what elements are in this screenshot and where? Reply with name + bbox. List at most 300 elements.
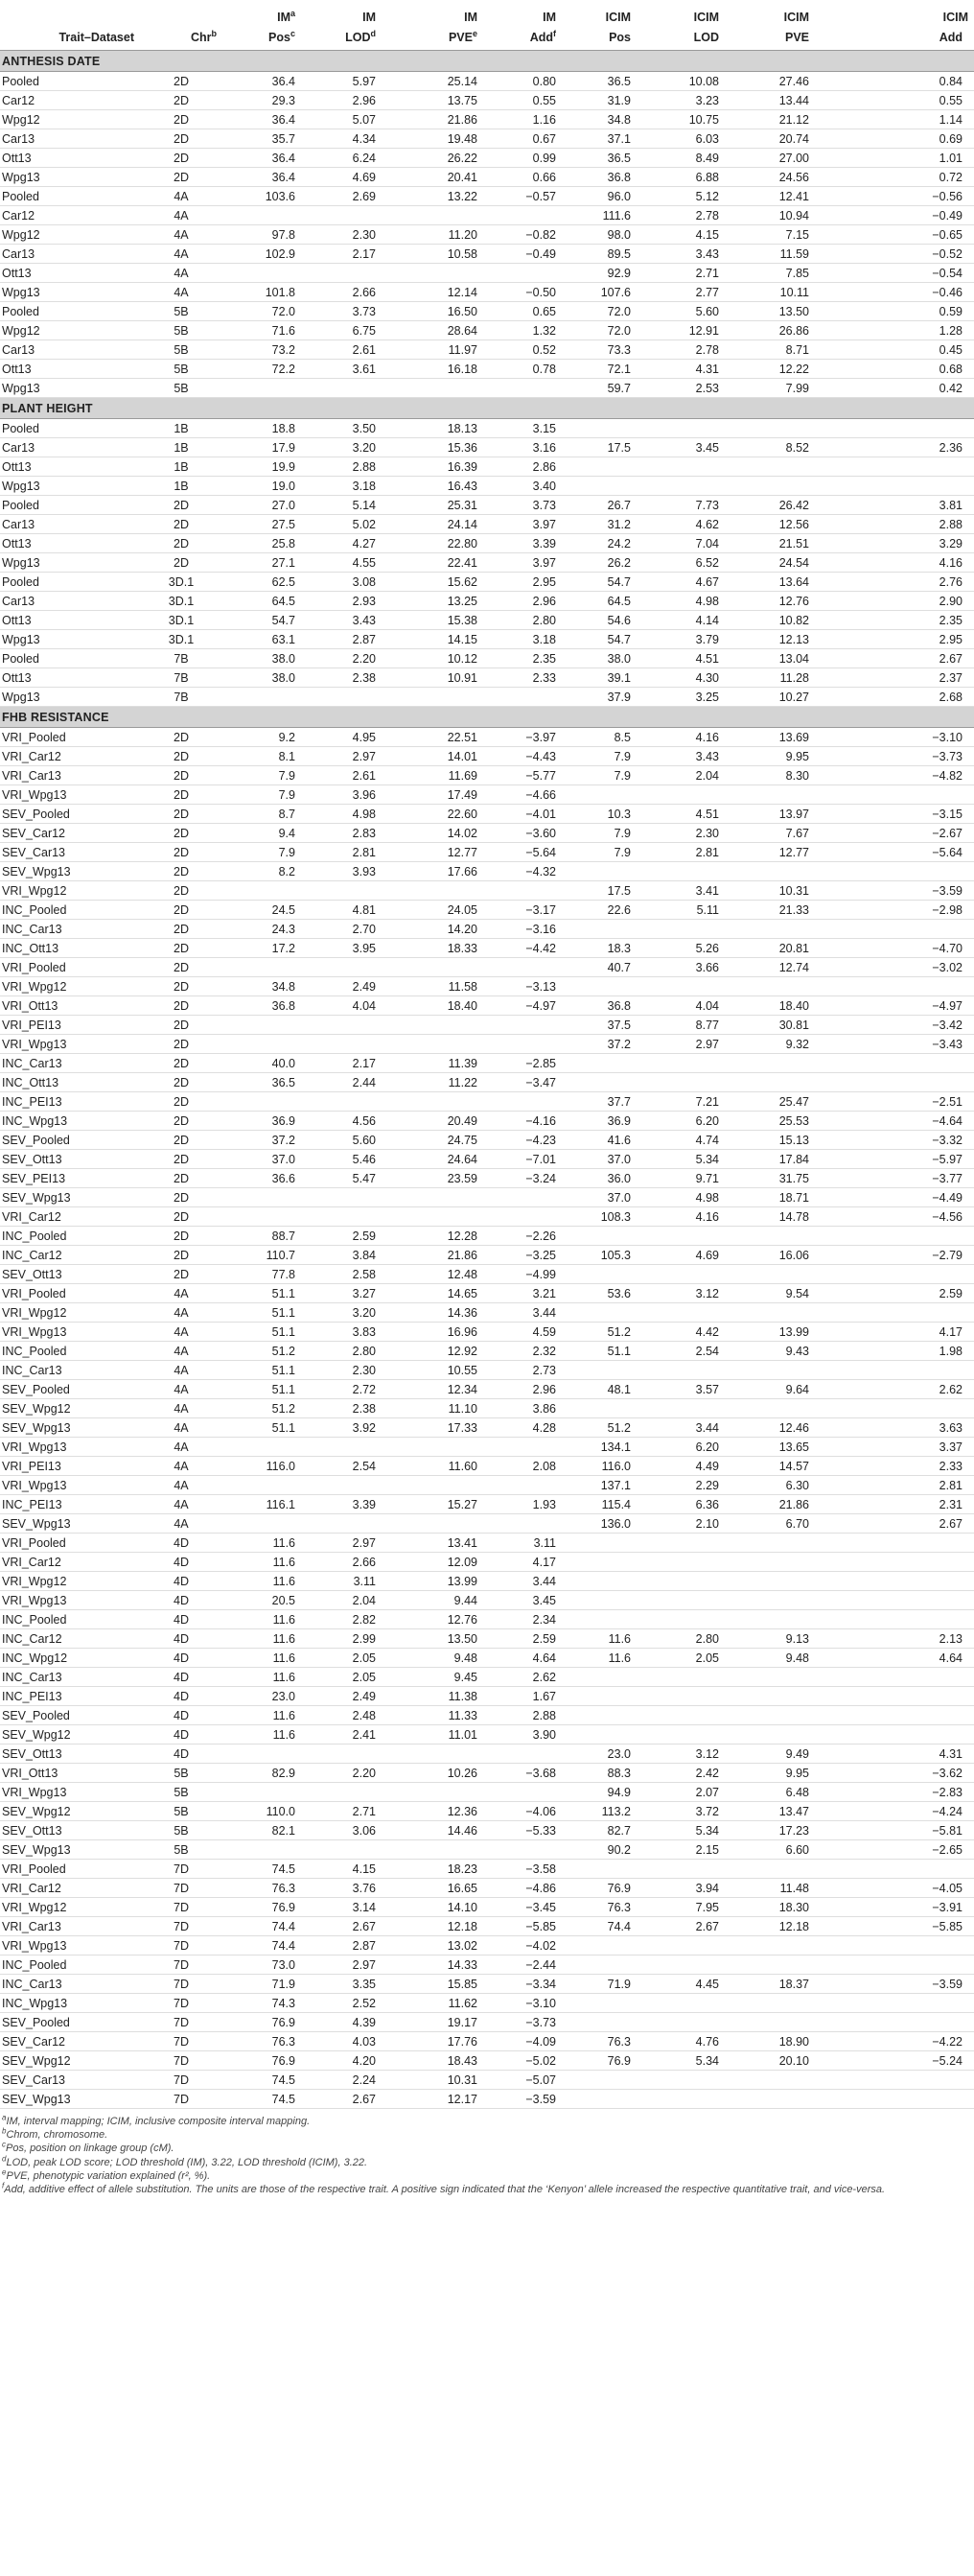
cell-trait-dataset: Wpg13 bbox=[0, 168, 140, 187]
cell-icim-pos: 134.1 bbox=[562, 1438, 637, 1457]
table-row bbox=[0, 1073, 974, 1092]
cell-icim-lod: 2.80 bbox=[637, 1629, 725, 1649]
cell-icim-lod bbox=[637, 862, 725, 881]
cell-im-lod bbox=[301, 1035, 382, 1054]
cell-icim-pos: 18.3 bbox=[562, 939, 637, 958]
cell-icim-pos: 137.1 bbox=[562, 1476, 637, 1495]
cell-trait-dataset: VRI_Wpg13 bbox=[0, 1323, 140, 1342]
cell-trait-dataset: Wpg12 bbox=[0, 110, 140, 129]
cell-chr: 4A bbox=[140, 187, 222, 206]
cell-icim-pos: 37.1 bbox=[562, 129, 637, 149]
cell-chr: 2D bbox=[140, 824, 222, 843]
cell-trait-dataset: Ott13 bbox=[0, 457, 140, 477]
cell-icim-lod: 4.04 bbox=[637, 996, 725, 1016]
cell-trait-dataset: Car12 bbox=[0, 206, 140, 225]
cell-icim-add bbox=[815, 1227, 974, 1246]
cell-im-lod: 4.98 bbox=[301, 805, 382, 824]
footnote-text: PVE, phenotypic variation explained (r², %). bbox=[6, 2169, 211, 2182]
cell-chr: 2D bbox=[140, 91, 222, 110]
cell-icim-add bbox=[815, 1572, 974, 1591]
cell-im-add: 2.96 bbox=[483, 1380, 562, 1399]
cell-trait-dataset: VRI_Car13 bbox=[0, 1917, 140, 1936]
header-icim: ICIM bbox=[605, 11, 631, 24]
cell-im-add: 4.28 bbox=[483, 1418, 562, 1438]
cell-icim-lod: 2.78 bbox=[637, 206, 725, 225]
cell-icim-pve: 17.23 bbox=[725, 1821, 815, 1840]
cell-chr: 4A bbox=[140, 264, 222, 283]
cell-chr: 2D bbox=[140, 1188, 222, 1207]
cell-im-add bbox=[483, 1188, 562, 1207]
cell-trait-dataset: VRI_Ott13 bbox=[0, 1764, 140, 1783]
cell-im-add: 1.16 bbox=[483, 110, 562, 129]
cell-icim-pve: 12.46 bbox=[725, 1418, 815, 1438]
cell-icim-lod: 5.34 bbox=[637, 1821, 725, 1840]
cell-icim-add: 2.68 bbox=[815, 688, 974, 707]
header-icim-pos: Pos bbox=[562, 24, 637, 51]
cell-im-lod: 5.97 bbox=[301, 72, 382, 91]
cell-icim-pve: 10.82 bbox=[725, 611, 815, 630]
cell-icim-lod: 4.51 bbox=[637, 805, 725, 824]
table-row bbox=[0, 1514, 974, 1534]
table-row bbox=[0, 1418, 974, 1438]
cell-icim-pos: 36.0 bbox=[562, 1169, 637, 1188]
cell-im-lod: 2.59 bbox=[301, 1227, 382, 1246]
table-row bbox=[0, 379, 974, 398]
cell-im-pos: 88.7 bbox=[222, 1227, 301, 1246]
header-icim-add: Add bbox=[815, 24, 974, 51]
table-row bbox=[0, 283, 974, 302]
cell-icim-pve: 9.95 bbox=[725, 1764, 815, 1783]
cell-icim-pos: 8.5 bbox=[562, 728, 637, 747]
cell-im-lod: 2.72 bbox=[301, 1380, 382, 1399]
cell-im-lod bbox=[301, 1514, 382, 1534]
cell-trait-dataset: SEV_Wpg13 bbox=[0, 862, 140, 881]
cell-trait-dataset: SEV_Wpg13 bbox=[0, 1418, 140, 1438]
table-row bbox=[0, 881, 974, 901]
cell-icim-add: −2.98 bbox=[815, 901, 974, 920]
cell-im-pos: 36.5 bbox=[222, 1073, 301, 1092]
cell-im-add: 1.67 bbox=[483, 1687, 562, 1706]
cell-im-lod: 2.20 bbox=[301, 1764, 382, 1783]
cell-im-add: −3.16 bbox=[483, 920, 562, 939]
cell-im-add: 0.67 bbox=[483, 129, 562, 149]
cell-im-pve: 12.48 bbox=[382, 1265, 483, 1284]
cell-im-pos: 62.5 bbox=[222, 573, 301, 592]
footnotes bbox=[0, 2109, 974, 2196]
cell-icim-lod: 3.44 bbox=[637, 1418, 725, 1438]
table-row bbox=[0, 1399, 974, 1418]
cell-im-lod: 2.17 bbox=[301, 245, 382, 264]
cell-im-pos: 7.9 bbox=[222, 785, 301, 805]
cell-trait-dataset: SEV_Pooled bbox=[0, 805, 140, 824]
cell-im-add: −5.07 bbox=[483, 2071, 562, 2090]
cell-chr: 1B bbox=[140, 419, 222, 438]
cell-icim-pos: 64.5 bbox=[562, 592, 637, 611]
cell-im-pve bbox=[382, 1438, 483, 1457]
cell-icim-add: −3.73 bbox=[815, 747, 974, 766]
cell-im-lod: 2.97 bbox=[301, 1534, 382, 1553]
cell-im-add: 0.52 bbox=[483, 340, 562, 360]
cell-icim-lod: 4.98 bbox=[637, 1188, 725, 1207]
cell-im-add: 2.86 bbox=[483, 457, 562, 477]
cell-im-pve: 10.26 bbox=[382, 1764, 483, 1783]
cell-im-pve bbox=[382, 1188, 483, 1207]
cell-im-pve: 10.58 bbox=[382, 245, 483, 264]
section-title: FHB RESISTANCE bbox=[0, 707, 974, 728]
cell-im-add: 3.16 bbox=[483, 438, 562, 457]
cell-icim-add: 2.62 bbox=[815, 1380, 974, 1399]
section-title: ANTHESIS DATE bbox=[0, 51, 974, 72]
header-method-row bbox=[0, 0, 974, 24]
footnote bbox=[2, 2128, 972, 2142]
cell-im-lod: 2.05 bbox=[301, 1649, 382, 1668]
cell-im-pos: 11.6 bbox=[222, 1725, 301, 1745]
cell-im-add: 2.32 bbox=[483, 1342, 562, 1361]
table-row bbox=[0, 110, 974, 129]
cell-chr: 1B bbox=[140, 457, 222, 477]
cell-icim-add: −0.56 bbox=[815, 187, 974, 206]
footnote bbox=[2, 2142, 972, 2155]
cell-im-lod: 2.96 bbox=[301, 91, 382, 110]
cell-im-pve: 22.60 bbox=[382, 805, 483, 824]
cell-im-pve: 11.10 bbox=[382, 1399, 483, 1418]
cell-icim-lod: 6.20 bbox=[637, 1438, 725, 1457]
cell-im-pve: 14.01 bbox=[382, 747, 483, 766]
cell-icim-pos: 72.0 bbox=[562, 321, 637, 340]
cell-icim-add: −4.64 bbox=[815, 1112, 974, 1131]
cell-icim-lod: 5.12 bbox=[637, 187, 725, 206]
cell-im-pve bbox=[382, 1035, 483, 1054]
cell-im-lod: 2.61 bbox=[301, 340, 382, 360]
cell-trait-dataset: INC_Pooled bbox=[0, 1955, 140, 1975]
cell-trait-dataset: VRI_Wpg12 bbox=[0, 1303, 140, 1323]
footnote bbox=[2, 2183, 972, 2196]
footnote-text: Pos, position on linkage group (cM). bbox=[6, 2143, 174, 2155]
cell-icim-lod: 2.67 bbox=[637, 1917, 725, 1936]
table-row bbox=[0, 592, 974, 611]
cell-chr: 2D bbox=[140, 958, 222, 977]
cell-icim-pve bbox=[725, 1572, 815, 1591]
cell-chr: 2D bbox=[140, 515, 222, 534]
cell-chr: 4A bbox=[140, 1361, 222, 1380]
cell-icim-pve: 20.74 bbox=[725, 129, 815, 149]
cell-icim-pos: 26.7 bbox=[562, 496, 637, 515]
cell-icim-lod: 2.29 bbox=[637, 1476, 725, 1495]
cell-icim-lod bbox=[637, 1303, 725, 1323]
cell-trait-dataset: SEV_Wpg12 bbox=[0, 1802, 140, 1821]
cell-im-pos: 51.2 bbox=[222, 1399, 301, 1418]
cell-chr: 7B bbox=[140, 668, 222, 688]
cell-im-lod: 2.82 bbox=[301, 1610, 382, 1629]
cell-trait-dataset: VRI_Pooled bbox=[0, 1860, 140, 1879]
cell-icim-add: −5.64 bbox=[815, 843, 974, 862]
cell-chr: 7D bbox=[140, 1975, 222, 1994]
cell-icim-add: −4.97 bbox=[815, 996, 974, 1016]
cell-im-lod: 2.93 bbox=[301, 592, 382, 611]
cell-icim-pos: 37.9 bbox=[562, 688, 637, 707]
cell-icim-lod: 4.16 bbox=[637, 1207, 725, 1227]
cell-im-pos: 51.1 bbox=[222, 1361, 301, 1380]
table-row bbox=[0, 1380, 974, 1399]
table-row bbox=[0, 1591, 974, 1610]
table-row bbox=[0, 747, 974, 766]
cell-im-lod bbox=[301, 264, 382, 283]
cell-chr: 2D bbox=[140, 747, 222, 766]
table-row bbox=[0, 1246, 974, 1265]
cell-icim-pve: 6.70 bbox=[725, 1514, 815, 1534]
cell-im-lod bbox=[301, 1207, 382, 1227]
cell-icim-add bbox=[815, 2090, 974, 2109]
cell-icim-lod bbox=[637, 1073, 725, 1092]
cell-trait-dataset: INC_Car13 bbox=[0, 1361, 140, 1380]
cell-im-pos bbox=[222, 1092, 301, 1112]
header-im: IM bbox=[464, 11, 477, 24]
cell-icim-pve: 8.71 bbox=[725, 340, 815, 360]
cell-im-pos: 35.7 bbox=[222, 129, 301, 149]
cell-icim-pos: 31.2 bbox=[562, 515, 637, 534]
cell-im-add bbox=[483, 1016, 562, 1035]
cell-icim-add bbox=[815, 1054, 974, 1073]
cell-im-lod: 2.30 bbox=[301, 1361, 382, 1380]
cell-icim-pos: 71.9 bbox=[562, 1975, 637, 1994]
cell-icim-add: −5.97 bbox=[815, 1150, 974, 1169]
cell-icim-pos bbox=[562, 2090, 637, 2109]
cell-im-pos: 73.2 bbox=[222, 340, 301, 360]
cell-im-pos: 11.6 bbox=[222, 1706, 301, 1725]
cell-icim-add: −2.67 bbox=[815, 824, 974, 843]
cell-icim-pve bbox=[725, 419, 815, 438]
cell-icim-pos: 90.2 bbox=[562, 1840, 637, 1860]
cell-icim-pve bbox=[725, 1725, 815, 1745]
cell-icim-pos: 11.6 bbox=[562, 1629, 637, 1649]
cell-im-pos: 37.0 bbox=[222, 1150, 301, 1169]
cell-icim-pve bbox=[725, 862, 815, 881]
cell-icim-pve: 13.64 bbox=[725, 573, 815, 592]
cell-im-pos: 74.3 bbox=[222, 1994, 301, 2013]
cell-im-add: 2.35 bbox=[483, 649, 562, 668]
cell-chr: 2D bbox=[140, 1035, 222, 1054]
cell-trait-dataset: INC_PEI13 bbox=[0, 1092, 140, 1112]
cell-im-pve: 16.39 bbox=[382, 457, 483, 477]
cell-im-add: 2.59 bbox=[483, 1629, 562, 1649]
cell-trait-dataset: INC_Car12 bbox=[0, 1629, 140, 1649]
cell-im-add: 3.44 bbox=[483, 1303, 562, 1323]
cell-icim-lod: 2.42 bbox=[637, 1764, 725, 1783]
cell-im-pos bbox=[222, 379, 301, 398]
cell-im-pve: 14.33 bbox=[382, 1955, 483, 1975]
cell-im-lod: 3.92 bbox=[301, 1418, 382, 1438]
cell-im-pos: 51.1 bbox=[222, 1380, 301, 1399]
cell-trait-dataset: SEV_Wpg13 bbox=[0, 1840, 140, 1860]
cell-chr: 2D bbox=[140, 996, 222, 1016]
cell-icim-pve: 15.13 bbox=[725, 1131, 815, 1150]
cell-im-pve: 11.58 bbox=[382, 977, 483, 996]
cell-icim-add bbox=[815, 1534, 974, 1553]
cell-icim-add bbox=[815, 1860, 974, 1879]
cell-im-pos: 9.4 bbox=[222, 824, 301, 843]
table-row bbox=[0, 1207, 974, 1227]
cell-im-pve: 17.76 bbox=[382, 2032, 483, 2051]
cell-icim-pos bbox=[562, 1668, 637, 1687]
cell-icim-pos: 24.2 bbox=[562, 534, 637, 553]
cell-icim-pos bbox=[562, 1955, 637, 1975]
cell-icim-pos bbox=[562, 1591, 637, 1610]
table-row bbox=[0, 1840, 974, 1860]
cell-trait-dataset: SEV_Pooled bbox=[0, 1706, 140, 1725]
cell-icim-pos: 22.6 bbox=[562, 901, 637, 920]
cell-icim-pos: 7.9 bbox=[562, 766, 637, 785]
cell-icim-pve: 18.40 bbox=[725, 996, 815, 1016]
cell-icim-pos: 7.9 bbox=[562, 824, 637, 843]
cell-icim-lod: 3.66 bbox=[637, 958, 725, 977]
cell-icim-pos: 116.0 bbox=[562, 1457, 637, 1476]
cell-im-pve: 16.50 bbox=[382, 302, 483, 321]
cell-im-lod: 3.96 bbox=[301, 785, 382, 805]
cell-im-pos: 11.6 bbox=[222, 1572, 301, 1591]
table-row bbox=[0, 1150, 974, 1169]
cell-chr: 4D bbox=[140, 1629, 222, 1649]
cell-icim-add: 0.72 bbox=[815, 168, 974, 187]
cell-icim-lod: 2.10 bbox=[637, 1514, 725, 1534]
cell-chr: 5B bbox=[140, 340, 222, 360]
table-row bbox=[0, 1112, 974, 1131]
cell-im-pos: 71.9 bbox=[222, 1975, 301, 1994]
cell-im-add: 2.96 bbox=[483, 592, 562, 611]
cell-im-pve: 18.23 bbox=[382, 1860, 483, 1879]
cell-chr: 2D bbox=[140, 920, 222, 939]
cell-im-pos: 116.0 bbox=[222, 1457, 301, 1476]
cell-icim-pve bbox=[725, 477, 815, 496]
cell-icim-add: −2.79 bbox=[815, 1246, 974, 1265]
cell-icim-pve: 25.53 bbox=[725, 1112, 815, 1131]
cell-chr: 7D bbox=[140, 2051, 222, 2071]
cell-trait-dataset: Pooled bbox=[0, 302, 140, 321]
cell-icim-pos: 40.7 bbox=[562, 958, 637, 977]
footnote-text: Add, additive effect of allele substitution. The units are those of the respective trait. A positive sign indicated that the ‘Kenyon’ allele increased the respective quantitative trait, and vice-versa. bbox=[4, 2184, 886, 2196]
table-row bbox=[0, 1936, 974, 1955]
cell-icim-lod bbox=[637, 2013, 725, 2032]
cell-im-pos bbox=[222, 688, 301, 707]
cell-im-lod: 3.20 bbox=[301, 438, 382, 457]
cell-im-lod: 3.11 bbox=[301, 1572, 382, 1591]
cell-icim-lod: 4.98 bbox=[637, 592, 725, 611]
cell-icim-pve bbox=[725, 1955, 815, 1975]
cell-im-add: 3.44 bbox=[483, 1572, 562, 1591]
cell-icim-lod: 7.21 bbox=[637, 1092, 725, 1112]
cell-im-add: 3.18 bbox=[483, 630, 562, 649]
table-row bbox=[0, 862, 974, 881]
cell-im-pos: 51.1 bbox=[222, 1323, 301, 1342]
cell-im-pos: 25.8 bbox=[222, 534, 301, 553]
cell-trait-dataset: SEV_Car12 bbox=[0, 824, 140, 843]
cell-im-add: −4.66 bbox=[483, 785, 562, 805]
cell-im-pve: 13.25 bbox=[382, 592, 483, 611]
cell-trait-dataset: VRI_Wpg13 bbox=[0, 1591, 140, 1610]
cell-icim-pve: 21.33 bbox=[725, 901, 815, 920]
cell-icim-lod: 3.43 bbox=[637, 747, 725, 766]
cell-icim-lod: 7.04 bbox=[637, 534, 725, 553]
cell-icim-lod: 6.52 bbox=[637, 553, 725, 573]
cell-icim-pos: 72.1 bbox=[562, 360, 637, 379]
cell-icim-lod: 7.95 bbox=[637, 1898, 725, 1917]
cell-im-pve: 23.59 bbox=[382, 1169, 483, 1188]
cell-im-pve: 12.14 bbox=[382, 283, 483, 302]
cell-im-pos: 36.9 bbox=[222, 1112, 301, 1131]
section-title: PLANT HEIGHT bbox=[0, 398, 974, 419]
cell-im-pve: 10.55 bbox=[382, 1361, 483, 1380]
cell-im-add: 3.11 bbox=[483, 1534, 562, 1553]
cell-icim-pve bbox=[725, 2013, 815, 2032]
cell-im-add: −7.01 bbox=[483, 1150, 562, 1169]
cell-chr: 2D bbox=[140, 1246, 222, 1265]
cell-icim-add: −3.42 bbox=[815, 1016, 974, 1035]
cell-icim-add bbox=[815, 2071, 974, 2090]
cell-im-pve: 19.48 bbox=[382, 129, 483, 149]
cell-im-add bbox=[483, 1035, 562, 1054]
cell-trait-dataset: SEV_Wpg13 bbox=[0, 1514, 140, 1534]
table-row bbox=[0, 824, 974, 843]
table-row bbox=[0, 553, 974, 573]
cell-icim-pve bbox=[725, 920, 815, 939]
cell-im-pos: 18.8 bbox=[222, 419, 301, 438]
cell-im-pve: 14.36 bbox=[382, 1303, 483, 1323]
cell-im-add: 0.65 bbox=[483, 302, 562, 321]
cell-icim-lod bbox=[637, 1610, 725, 1629]
cell-im-lod: 3.35 bbox=[301, 1975, 382, 1994]
cell-im-add: 0.78 bbox=[483, 360, 562, 379]
cell-im-pos: 51.1 bbox=[222, 1303, 301, 1323]
cell-icim-pos bbox=[562, 2013, 637, 2032]
cell-im-lod: 2.69 bbox=[301, 187, 382, 206]
cell-im-lod: 2.83 bbox=[301, 824, 382, 843]
cell-icim-lod: 2.78 bbox=[637, 340, 725, 360]
cell-chr: 7D bbox=[140, 2090, 222, 2109]
cell-im-lod: 3.43 bbox=[301, 611, 382, 630]
cell-im-pve: 14.10 bbox=[382, 1898, 483, 1917]
cell-im-add: 2.80 bbox=[483, 611, 562, 630]
cell-trait-dataset: VRI_PEI13 bbox=[0, 1016, 140, 1035]
cell-im-add: −3.68 bbox=[483, 1764, 562, 1783]
cell-chr: 7D bbox=[140, 1955, 222, 1975]
cell-im-pve: 13.02 bbox=[382, 1936, 483, 1955]
header-im: IM bbox=[362, 11, 376, 24]
cell-chr: 4A bbox=[140, 1418, 222, 1438]
cell-trait-dataset: VRI_Pooled bbox=[0, 958, 140, 977]
cell-im-pve: 17.33 bbox=[382, 1418, 483, 1438]
cell-im-pve: 15.62 bbox=[382, 573, 483, 592]
cell-im-lod bbox=[301, 958, 382, 977]
cell-im-pos: 102.9 bbox=[222, 245, 301, 264]
cell-im-pos: 17.9 bbox=[222, 438, 301, 457]
cell-icim-pve: 10.94 bbox=[725, 206, 815, 225]
cell-icim-pve: 13.99 bbox=[725, 1323, 815, 1342]
cell-icim-add: 3.29 bbox=[815, 534, 974, 553]
table-row bbox=[0, 1092, 974, 1112]
cell-icim-pve: 6.60 bbox=[725, 1840, 815, 1860]
cell-icim-pos bbox=[562, 920, 637, 939]
cell-im-pve: 12.76 bbox=[382, 1610, 483, 1629]
header-icim-pve: PVE bbox=[725, 24, 815, 51]
cell-im-add: 0.80 bbox=[483, 72, 562, 91]
table-row bbox=[0, 920, 974, 939]
cell-im-add: 3.21 bbox=[483, 1284, 562, 1303]
cell-icim-pos: 74.4 bbox=[562, 1917, 637, 1936]
cell-im-pve: 22.51 bbox=[382, 728, 483, 747]
table-row bbox=[0, 1553, 974, 1572]
cell-im-pos bbox=[222, 1514, 301, 1534]
cell-icim-lod: 2.05 bbox=[637, 1649, 725, 1668]
cell-icim-add: 0.59 bbox=[815, 302, 974, 321]
